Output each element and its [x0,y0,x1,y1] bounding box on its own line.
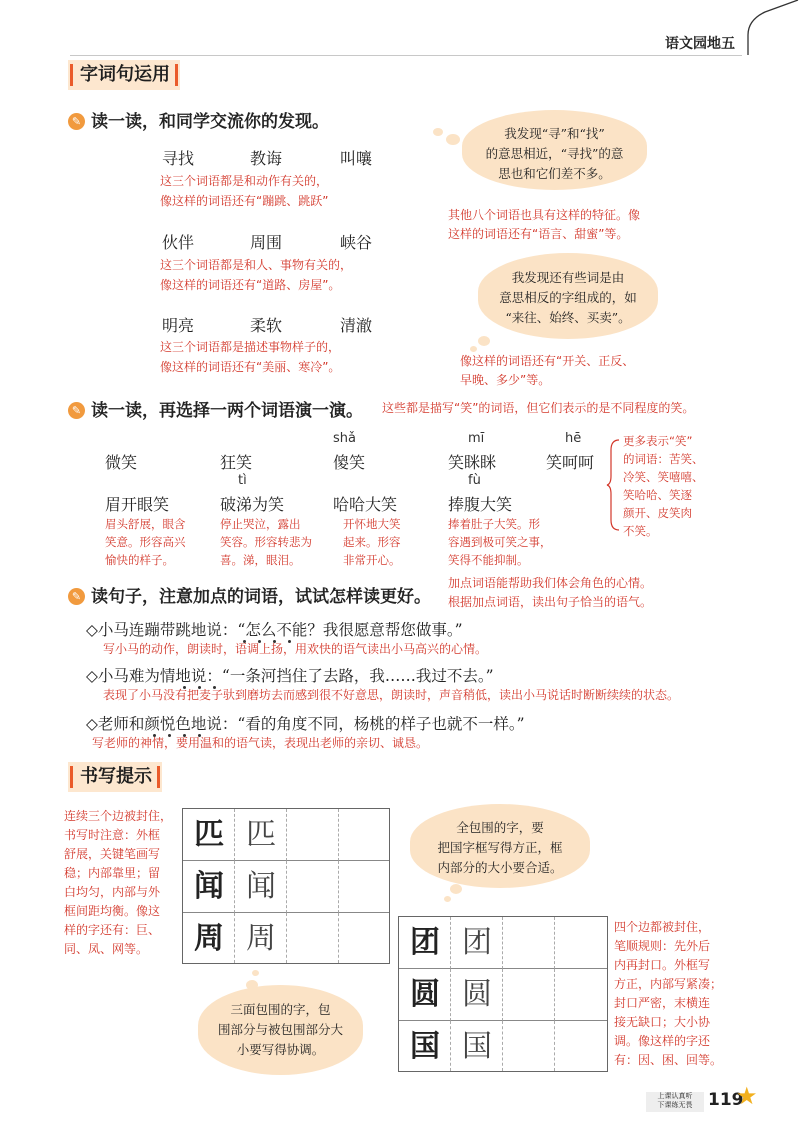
pinyin: shǎ [333,431,356,446]
task3-note: 加点词语能帮助我们体会角色的心情。 [448,576,653,590]
grid-character-trace: 团 [462,925,492,960]
pen-icon: ✎ [68,113,85,130]
header-divider [70,55,742,56]
bubble1-note: 其他八个词语也具有这样的特征。像 [448,208,641,222]
task2-note: 这些都是描写“笑”的词语，但它们表示的是不同程度的笑。 [382,401,695,415]
bubble2-note: 早晚、多少”等。 [460,373,551,387]
unit-header-label: 语文园地五 [665,36,735,52]
word: 峡谷 [340,233,373,252]
bubble-tail [478,336,490,346]
pen-icon: ✎ [68,588,85,605]
task3-instruction-text: 读句子，注意加点的词语，试试怎样读更好。 [91,587,431,607]
bubble-three-side-text: 三面包围的字，包 围部分与被包围部分大 小要写得协调。 [217,1002,343,1057]
sentence-note: 写小马的动作，朗读时，语调上扬，用欢快的语气读出小马高兴的心情。 [103,642,488,656]
task1-instruction [68,107,329,132]
page-number: 119 [708,1090,744,1110]
laugh-word: 微笑 [105,453,138,472]
laugh-word: 笑呵呵 [546,453,595,472]
task3-instruction [68,582,431,607]
group-note: 像这样的词语还有“美丽、寒冷”。 [160,360,341,374]
word: 伙伴 [162,233,195,252]
section-title-writing-tips: 书写提示 [68,762,162,792]
bubble-tail [433,128,443,136]
bubble2-note: 像这样的词语还有“开关、正反、 [460,354,635,368]
bubble-full-enclosure-text: 全包围的字，要 把国字框写得方正，框 内部分的大小要合适。 [437,820,563,875]
bubble-tail [450,884,462,894]
brace-icon [606,438,620,532]
grid-character-trace: 周 [246,921,276,956]
grid-character: 国 [410,1029,440,1064]
bubble-tail [252,970,259,976]
group-note: 像这样的词语还有“蹦跳、跳跃” [160,194,329,208]
grid-character: 圆 [410,977,440,1012]
group-note: 这三个词语都是和人、事物有关的， [160,258,353,272]
group-note: 这三个词语都是描述事物样子的， [160,340,341,354]
grid-character: 闻 [194,869,224,904]
page-corner-decoration [740,0,800,60]
bubble1-text: 我发现“寻”和“找” 的意思相近，“寻找”的意 思也和它们差不多。 [485,126,624,181]
full-enclosure-note: 四个边都被封住， 笔顺规则：先外后 内再封口。外框写 方正，内部写紧凑； 封口严密，末横连 接无缺口；大小协 调。像这样的字还 有：因、困、回等。 [614,920,723,1067]
writing-grid-full-enclosure [398,916,608,1072]
group-note: 这三个词语都是和动作有关的， [160,174,329,188]
more-laugh-words-note: 更多表示“笑” 的词语：苦笑、 冷笑、笑嘻嘻、 笑哈哈、笑逐 颜开、皮笑肉 不笑。 [623,434,704,538]
grid-character-trace: 圆 [462,977,492,1012]
bubble-tail [446,134,460,145]
pinyin: hē [565,431,582,446]
word: 寻找 [162,149,195,168]
grid-character-trace: 匹 [246,817,276,852]
idiom-note: 捧着肚子大笑。形 容遇到极可笑之事， 笑得不能抑制。 [448,517,552,567]
word: 教诲 [250,149,283,168]
grid-character-trace: 国 [462,1029,492,1064]
pinyin: fù [468,473,481,488]
word: 叫嚷 [340,149,373,168]
task2-instruction-text: 读一读，再选择一两个词语演一演。 [91,401,363,421]
pinyin: mī [468,431,485,446]
grid-character-trace: 闻 [246,869,276,904]
bubble1-note: 这样的词语还有“语言、甜蜜”等。 [448,227,629,241]
laugh-idiom: 捧腹大笑 [448,495,513,514]
grid-character: 周 [194,921,224,956]
sentence-2: ◇小马难为情地说：“一条河挡住了去路，我……我过不去。” [86,667,494,685]
section-title-word-usage: 字词句运用 [68,60,180,90]
word: 明亮 [162,316,195,335]
laugh-idiom: 破涕为笑 [220,495,285,514]
laugh-idiom: 哈哈大笑 [333,495,398,514]
grid-character: 团 [410,925,440,960]
sentence-3: ◇老师和颜悦色地说：“看的角度不同，杨桃的样子也就不一样。” [86,715,525,733]
task1-instruction-text: 读一读，和同学交流你的发现。 [91,112,329,132]
three-side-enclosure-note: 连续三个边被封住， 书写时注意：外框 舒展，关键笔画写 稳；内部靠里；留 白均匀，内部与外 框间距均衡。像这 样的字还有：巨、 同、凤、网等。 [64,809,173,956]
star-icon: ★ [736,1082,758,1110]
writing-grid-three-side [182,808,390,964]
bubble-tail [444,896,451,902]
footer-slogan-box: 上课认真听 下课练无畏 [646,1092,704,1112]
idiom-note: 眉头舒展，眼含 笑意。形容高兴 愉快的样子。 [105,517,186,567]
laugh-idiom: 眉开眼笑 [105,495,170,514]
laugh-word: 狂笑 [220,453,253,472]
word: 柔软 [250,316,283,335]
word: 清澈 [340,316,373,335]
idiom-note: 停止哭泣，露出 笑容。形容转悲为 喜。涕，眼泪。 [220,517,312,567]
idiom-note: 开怀地大笑 起来。形容 非常开心。 [343,517,401,567]
laugh-word: 傻笑 [333,453,366,472]
word: 周围 [250,233,283,252]
pen-icon: ✎ [68,402,85,419]
bubble2-text: 我发现还有些词是由 意思相反的字组成的，如 “来往、始终、买卖”。 [499,270,637,325]
sentence-1: ◇小马连蹦带跳地说：“怎么不能？我很愿意帮您做事。” [86,621,463,639]
grid-character: 匹 [194,817,224,852]
task3-note: 根据加点词语，读出句子恰当的语气。 [448,595,653,609]
pinyin: tì [238,473,247,488]
sentence-note: 表现了小马没有把麦子驮到磨坊去而感到很不好意思，朗读时，声音稍低，读出小马说话时断断续续的状态。 [103,688,680,702]
group-note: 像这样的词语还有“道路、房屋”。 [160,278,341,292]
laugh-word: 笑眯眯 [448,453,497,472]
task2-instruction [68,396,363,421]
sentence-note: 写老师的神情，要用温和的语气读，表现出老师的亲切、诚恳。 [92,736,429,750]
